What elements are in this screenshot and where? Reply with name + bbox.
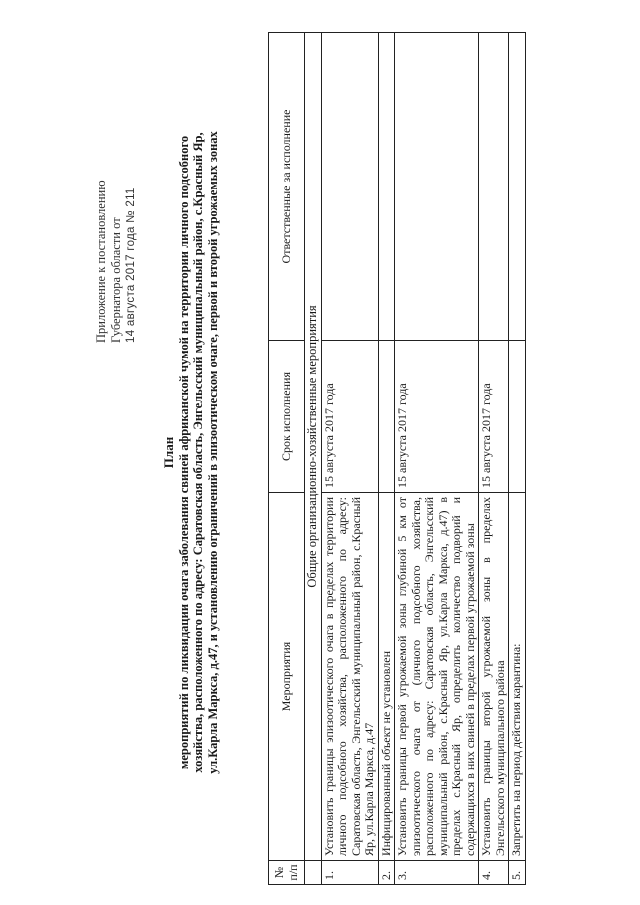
header-num: № п/п (269, 861, 305, 885)
appendix-date-number: 14 августа 2017 года № 211 (125, 187, 137, 343)
row-deadline (378, 341, 395, 493)
row-num: 2. (378, 861, 395, 885)
header-measures: Мероприятия (269, 493, 305, 861)
row-responsible (479, 33, 509, 341)
table-row (509, 33, 526, 885)
appendix-line: Губернатора области от (109, 217, 123, 343)
heading-line: мероприятий по ликвидации очага заболевания свиней африканской чумой на территории личного подсобного (176, 135, 191, 770)
section-title: Общие организационно-хозяйственные мероприятия (305, 33, 322, 861)
table-row (378, 33, 395, 885)
row-text: Установить границы эпизоотического очага в пределах территории личного подсобного хозяйства, расположенного по адресу: Саратовская область, Энгельсский муниципальный район, с.Красный Яр, ул.Карла Маркса, д.47 (321, 493, 378, 861)
heading-line: ул.Карла Маркса, д.47, и установлению ограничений в эпизоотическом очаге, первой и второй угрожаемых зонах (205, 131, 220, 774)
row-deadline (509, 341, 526, 493)
section-row (305, 33, 322, 885)
row-text: Установить границы первой угрожаемой зоны глубиной 5 км от эпизоотического очага от (личного подсобного хозяйства, расположенного по адресу: Саратовская область, Энгельсский муниципальный район, с.Красный Яр, ул.Карла Маркса, д.47) в пределах с.Красный Яр, определить количество подворий и содержащихся в них свиней в пределах первой угрожаемой зоны (395, 493, 479, 861)
section-empty-cell (305, 861, 322, 885)
header-deadline: Срок исполнения (269, 341, 305, 493)
heading-line: хозяйства, расположенного по адресу: Саратовская область, Энгельсский муниципальный район, с.Красный Яр, (191, 132, 205, 773)
row-num: 4. (479, 861, 509, 885)
table-row (479, 33, 509, 885)
row-num: 3. (395, 861, 479, 885)
document-heading (162, 20, 220, 885)
row-num: 1. (321, 861, 378, 885)
row-deadline: 15 августа 2017 года (395, 341, 479, 493)
header-responsible: Ответственные за исполнение (269, 33, 305, 341)
appendix-line: Приложение к постановлению (94, 180, 108, 343)
measures-table (268, 32, 526, 885)
row-responsible (509, 33, 526, 341)
row-responsible (321, 33, 378, 341)
row-num: 5. (509, 861, 526, 885)
table-row (395, 33, 479, 885)
row-responsible (378, 33, 395, 341)
row-text: Установить границы второй угрожаемой зоны в пределах Энгельсского муниципального района (479, 493, 509, 861)
row-deadline: 15 августа 2017 года (321, 341, 378, 493)
heading-title: План (161, 436, 176, 469)
table-header-row (269, 33, 305, 885)
appendix-block (94, 43, 139, 343)
table-row (321, 33, 378, 885)
row-responsible (395, 33, 479, 341)
row-deadline: 15 августа 2017 года (479, 341, 509, 493)
row-text: Инфицированный объект не установлен (378, 493, 395, 861)
row-text: Запретить на период действия карантина: (509, 493, 526, 861)
